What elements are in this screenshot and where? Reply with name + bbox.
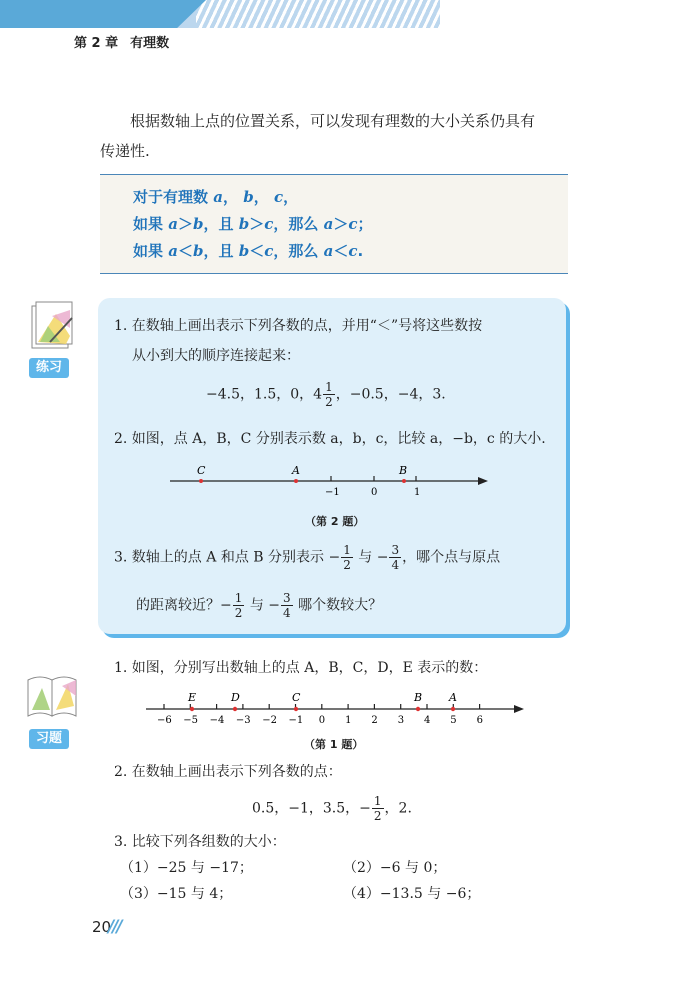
exercise-q3-item-1: （1）−25 与 −17； <box>120 860 253 876</box>
axis-point-D <box>233 707 237 711</box>
axis-tick-label: −5 <box>183 715 199 726</box>
point-A <box>294 479 298 483</box>
label-C: C <box>197 464 206 477</box>
chapter-heading <box>74 32 181 51</box>
page-number: 20 <box>92 918 112 936</box>
axis-arrow <box>514 705 524 713</box>
practice-q2-caption: （第 2 题） <box>305 515 365 528</box>
exercise-book-icon <box>24 666 80 722</box>
practice-notebook-icon <box>26 296 78 356</box>
axis-tick-label: 2 <box>371 715 378 726</box>
exercise-q3-item-3: （3）−15 与 4； <box>120 886 233 902</box>
header-accent <box>0 0 206 28</box>
axis-tick-label: −2 <box>262 715 277 726</box>
exercise-q2-text: 2. 在数轴上画出表示下列各数的点： <box>114 764 342 780</box>
intro-line-1: 根据数轴上点的位置关系，可以发现有理数的大小关系仍具有 <box>130 112 536 130</box>
axis-point-A <box>451 707 455 711</box>
exercise-q1-caption: （第 1 题） <box>304 738 364 751</box>
axis-tick-label: −4 <box>209 715 225 726</box>
tick-label-0: 0 <box>371 487 378 498</box>
exercise-q3-item-2: （2）−6 与 0； <box>343 860 447 876</box>
exercise-q2-numbers: 0.5，−1，3.5，− $\frac{1}{2}$ ，2. <box>252 794 412 823</box>
practice-q3-line1: 3. 数轴上的点 A 和点 B 分别表示 − $\frac{1}{2}$ 与 − $\frac{3}{4}$ ，哪个点与原点 <box>114 543 501 572</box>
axis-tick-label: −1 <box>288 715 304 726</box>
practice-q1 <box>114 314 559 368</box>
practice-q3-line2: 的距离较近？− $\frac{1}{2}$ 与 − $\frac{3}{4}$ 哪个数较大？ <box>136 591 383 620</box>
axis-point-C <box>294 707 298 711</box>
axis-tick-label: −6 <box>157 715 172 726</box>
fraction-one-half: $\frac{1}{2}$ <box>325 380 333 409</box>
rule-line-1: 对于有理数 a， b， c， <box>133 188 299 206</box>
axis-tick-label: 5 <box>450 715 457 726</box>
header-stripes <box>196 0 440 28</box>
axis-point-label-E: E <box>188 691 197 704</box>
axis-point-label-C: C <box>292 691 301 704</box>
rule-line-3: 如果 a＜b，且 b＜c，那么 a＜c. <box>133 242 364 260</box>
exercise-q3-item-4: （4）−13.5 与 −6； <box>343 886 481 902</box>
label-A: A <box>292 464 300 477</box>
axis-tick-label: 3 <box>397 715 405 726</box>
axis-point-label-D: D <box>231 691 240 704</box>
axis-tick-label: 4 <box>424 715 431 726</box>
practice-q1-numbers: −4.5，1.5，0，4 $\frac{1}{2}$ ，−0.5，−4，3. <box>206 380 446 409</box>
transitivity-rule-box <box>100 174 568 274</box>
exercise-q3-text: 3. 比较下列各组数的大小： <box>114 834 286 850</box>
chapter-number: 第 2 章 <box>74 36 119 51</box>
rule-line-2: 如果 a＞b，且 b＞c，那么 a＞c； <box>133 215 373 233</box>
axis-point-label-B: B <box>414 691 423 704</box>
exercise-badge: 习题 <box>29 729 69 749</box>
point-C <box>199 479 203 483</box>
tick-label-neg1: −1 <box>325 487 340 498</box>
axis-point-E <box>190 707 194 711</box>
practice-q1-line1: 1. 在数轴上画出表示下列各数的点，并用“＜”号将这些数按 <box>114 318 483 334</box>
exercise-q1-text: 1. 如图，分别写出数轴上的点 A，B，C，D，E 表示的数： <box>114 660 488 676</box>
axis-tick-label: −3 <box>235 715 251 726</box>
label-B: B <box>399 464 408 477</box>
axis-arrow <box>478 477 488 485</box>
axis-point-label-A: A <box>449 691 457 704</box>
axis-tick-label: 6 <box>476 715 483 726</box>
intro-paragraph <box>100 106 580 166</box>
practice-badge: 练习 <box>29 358 69 378</box>
chapter-title: 有理数 <box>130 36 170 51</box>
point-B <box>402 479 406 483</box>
practice-q2-number-line <box>168 464 490 500</box>
exercise-q1-number-line <box>144 690 526 726</box>
axis-tick-label: 1 <box>345 715 352 726</box>
axis-point-B <box>416 707 420 711</box>
intro-line-2: 传递性. <box>100 142 150 160</box>
page-number-decoration: /// <box>108 917 121 937</box>
axis-tick-label: 0 <box>318 715 326 726</box>
practice-q1-line2: 从小到大的顺序连接起来： <box>132 348 300 364</box>
tick-label-1: 1 <box>414 487 421 498</box>
practice-q2-text: 2. 如图，点 A，B，C 分别表示数 a，b，c，比较 a，−b，c 的大小. <box>114 431 546 447</box>
